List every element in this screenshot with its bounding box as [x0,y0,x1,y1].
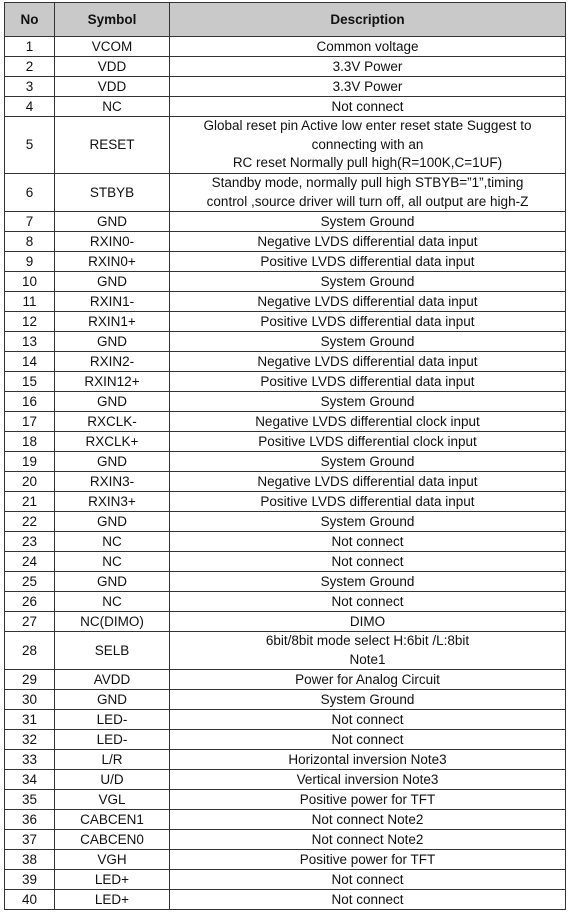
table-row [5,670,566,690]
pin-description-line: Positive LVDS differential data input [260,313,475,329]
pin-symbol: RXIN3+ [55,492,170,512]
pin-number: 28 [5,632,55,670]
pin-description [170,312,566,332]
pin-number: 26 [5,592,55,612]
table-row [5,174,566,212]
table-row [5,272,566,292]
pin-number: 37 [5,830,55,850]
table-row [5,790,566,810]
table-row [5,37,566,57]
table-row [5,830,566,850]
table-row [5,292,566,312]
pin-description [170,57,566,77]
pin-symbol: RXIN1+ [55,312,170,332]
pin-description [170,392,566,412]
pin-symbol: AVDD [55,670,170,690]
pin-symbol: U/D [55,770,170,790]
pin-number: 35 [5,790,55,810]
pin-description [170,97,566,117]
table-row [5,492,566,512]
pin-description [170,452,566,472]
pin-symbol: GND [55,332,170,352]
pin-description-line: Positive power for TFT [299,791,436,807]
pin-number: 33 [5,750,55,770]
pin-symbol: RESET [55,117,170,174]
table-row [5,432,566,452]
table-row [5,312,566,332]
pin-description [170,850,566,870]
pin-number: 16 [5,392,55,412]
pin-description [170,292,566,312]
pin-number: 22 [5,512,55,532]
pin-description [170,117,566,174]
table-row [5,572,566,592]
pin-symbol: RXCLK- [55,412,170,432]
pin-number: 23 [5,532,55,552]
pin-number: 36 [5,810,55,830]
pin-description [170,612,566,632]
pin-description-line: System Ground [320,513,415,529]
pin-description-line: Standby mode, normally pull high STBYB=”1”,timing [211,175,524,190]
table-row [5,412,566,432]
pin-description [170,730,566,750]
pin-number: 5 [5,117,55,174]
pin-number: 38 [5,850,55,870]
pin-description [170,690,566,710]
pin-description-line: Positive LVDS differential data input [260,253,475,269]
table-row [5,512,566,532]
pin-description [170,512,566,532]
header-no: No [5,3,55,37]
pin-symbol: NC(DIMO) [55,612,170,632]
pin-symbol: CABCEN1 [55,810,170,830]
pin-symbol: CABCEN0 [55,830,170,850]
pin-description-line: Negative LVDS differential clock input [255,413,480,429]
table-row [5,352,566,372]
table-header-row [5,3,566,37]
pin-description [170,272,566,292]
pin-symbol: LED+ [55,870,170,890]
pin-description [170,252,566,272]
pin-number: 19 [5,452,55,472]
pin-description-line: Positive power for TFT [299,851,436,867]
pin-symbol: RXIN0+ [55,252,170,272]
pin-number: 18 [5,432,55,452]
pin-symbol: GND [55,512,170,532]
table-row [5,532,566,552]
pin-description [170,212,566,232]
table-row [5,97,566,117]
pin-description [170,37,566,57]
table-row [5,592,566,612]
pin-symbol: RXIN12+ [55,372,170,392]
pin-number: 24 [5,552,55,572]
pin-number: 39 [5,870,55,890]
pin-number: 15 [5,372,55,392]
pin-description-line: Negative LVDS differential data input [257,293,478,309]
pin-description [170,870,566,890]
table-row [5,372,566,392]
pin-description-line: Global reset pin Active low enter reset state Suggest to [203,118,532,134]
pin-number: 13 [5,332,55,352]
pin-number: 30 [5,690,55,710]
pin-symbol: NC [55,97,170,117]
pin-description-line: Horizontal inversion Note3 [288,751,447,767]
pin-description-line: System Ground [320,573,415,589]
pin-symbol: GND [55,690,170,710]
pin-description-line: Negative LVDS differential data input [257,353,478,369]
pin-description-line: Negative LVDS differential data input [257,233,478,249]
pin-symbol: RXIN3- [55,472,170,492]
pin-number: 11 [5,292,55,312]
table-row [5,612,566,632]
pin-number: 1 [5,37,55,57]
pin-description-line: Common voltage [316,38,419,54]
pin-number: 7 [5,212,55,232]
pin-description-line: Not connect [331,891,404,907]
pin-number: 4 [5,97,55,117]
pin-symbol: GND [55,212,170,232]
pin-description [170,492,566,512]
pin-symbol: VDD [55,57,170,77]
table-row [5,730,566,750]
pin-description-line: Not connect [331,731,404,747]
pin-symbol: VGH [55,850,170,870]
pin-symbol: NC [55,592,170,612]
pin-description-line: Not connect [331,553,404,569]
pin-description [170,332,566,352]
pin-symbol: RXIN0- [55,232,170,252]
pin-symbol: GND [55,572,170,592]
pin-description [170,830,566,850]
pin-description-line: Not connect [331,711,404,727]
table-row [5,690,566,710]
pin-symbol: RXIN2- [55,352,170,372]
pin-number: 6 [5,174,55,212]
table-row [5,57,566,77]
table-row [5,212,566,232]
pin-symbol: STBYB [55,174,170,212]
pin-number: 9 [5,252,55,272]
table-row [5,632,566,670]
pin-symbol: LED- [55,710,170,730]
pin-description-line: 3.3V Power [332,78,403,94]
pin-description [170,632,566,670]
pin-symbol: NC [55,552,170,572]
pin-description-line: DIMO [349,613,386,629]
pin-description [170,810,566,830]
pin-description [170,77,566,97]
table-row [5,252,566,272]
pin-description-line: System Ground [320,273,415,289]
pin-description-line: Power for Analog Circuit [295,671,440,687]
pin-number: 25 [5,572,55,592]
pin-description-line: System Ground [320,453,415,469]
pin-symbol: GND [55,392,170,412]
pin-description [170,670,566,690]
pin-description [170,412,566,432]
table-body [5,37,566,910]
pin-number: 27 [5,612,55,632]
pin-symbol: L/R [55,750,170,770]
pin-description [170,174,566,212]
pin-description-line: Not connect [331,98,404,114]
pin-definition-table [4,2,566,910]
pin-description [170,432,566,452]
pin-number: 20 [5,472,55,492]
table-row [5,77,566,97]
pin-number: 12 [5,312,55,332]
pin-description-line: System Ground [320,691,415,707]
pin-description-line: Negative LVDS differential data input [257,473,478,489]
pin-symbol: VCOM [55,37,170,57]
table-row [5,750,566,770]
pin-symbol: RXCLK+ [55,432,170,452]
pin-description-line: Positive LVDS differential clock input [258,433,477,449]
table-row [5,472,566,492]
pin-description-line: 6bit/8bit mode select H:6bit /L:8bit [265,633,470,648]
pin-number: 3 [5,77,55,97]
pin-number: 10 [5,272,55,292]
pin-symbol: NC [55,532,170,552]
pin-description-line: Positive LVDS differential data input [260,493,475,509]
pin-description [170,710,566,730]
pin-number: 29 [5,670,55,690]
pin-description [170,750,566,770]
pin-description-line: Not connect [331,871,404,887]
pin-description [170,770,566,790]
pin-symbol: RXIN1- [55,292,170,312]
table-row [5,232,566,252]
pin-description [170,372,566,392]
pin-description [170,572,566,592]
pin-number: 32 [5,730,55,750]
pin-symbol: SELB [55,632,170,670]
pin-description-line: System Ground [320,213,415,229]
pin-symbol: GND [55,452,170,472]
pin-number: 40 [5,890,55,910]
pin-description-line: 3.3V Power [332,58,403,74]
table-row [5,332,566,352]
pin-description-line: RC reset Normally pull high(R=100K,C=1UF) [232,155,503,171]
pin-description-line: Not connect [331,593,404,609]
table-row [5,770,566,790]
pin-number: 31 [5,710,55,730]
pin-description [170,352,566,372]
table-row [5,870,566,890]
pin-number: 2 [5,57,55,77]
pin-description-line: System Ground [320,393,415,409]
pin-description [170,552,566,572]
pin-number: 34 [5,770,55,790]
pin-symbol: VGL [55,790,170,810]
header-symbol: Symbol [55,3,170,37]
table-row [5,552,566,572]
pin-description [170,232,566,252]
pin-description-line: connecting with an [311,136,424,152]
pin-number: 14 [5,352,55,372]
pin-description-line: control ,source driver will turn off, all output are high-Z [206,193,529,209]
pin-description [170,472,566,492]
pin-symbol: VDD [55,77,170,97]
pin-description-line: Positive LVDS differential data input [260,373,475,389]
header-description: Description [170,3,566,37]
table-row [5,850,566,870]
pin-description [170,890,566,910]
pin-description-line: Not connect [331,533,404,549]
pin-number: 17 [5,412,55,432]
pin-description-line: Note1 [349,651,386,667]
pin-symbol: GND [55,272,170,292]
pin-description [170,790,566,810]
pin-symbol: LED+ [55,890,170,910]
table-row [5,810,566,830]
table-row [5,890,566,910]
pin-symbol: LED- [55,730,170,750]
table-row [5,452,566,472]
table-row [5,710,566,730]
pin-number: 21 [5,492,55,512]
pin-description-line: System Ground [320,333,415,349]
pin-description [170,592,566,612]
pin-description [170,532,566,552]
pin-description-line: Not connect Note2 [311,811,424,827]
pin-description-line: Not connect Note2 [311,831,424,847]
table-row [5,117,566,174]
table-row [5,392,566,412]
pin-number: 8 [5,232,55,252]
pin-description-line: Vertical inversion Note3 [296,771,439,787]
